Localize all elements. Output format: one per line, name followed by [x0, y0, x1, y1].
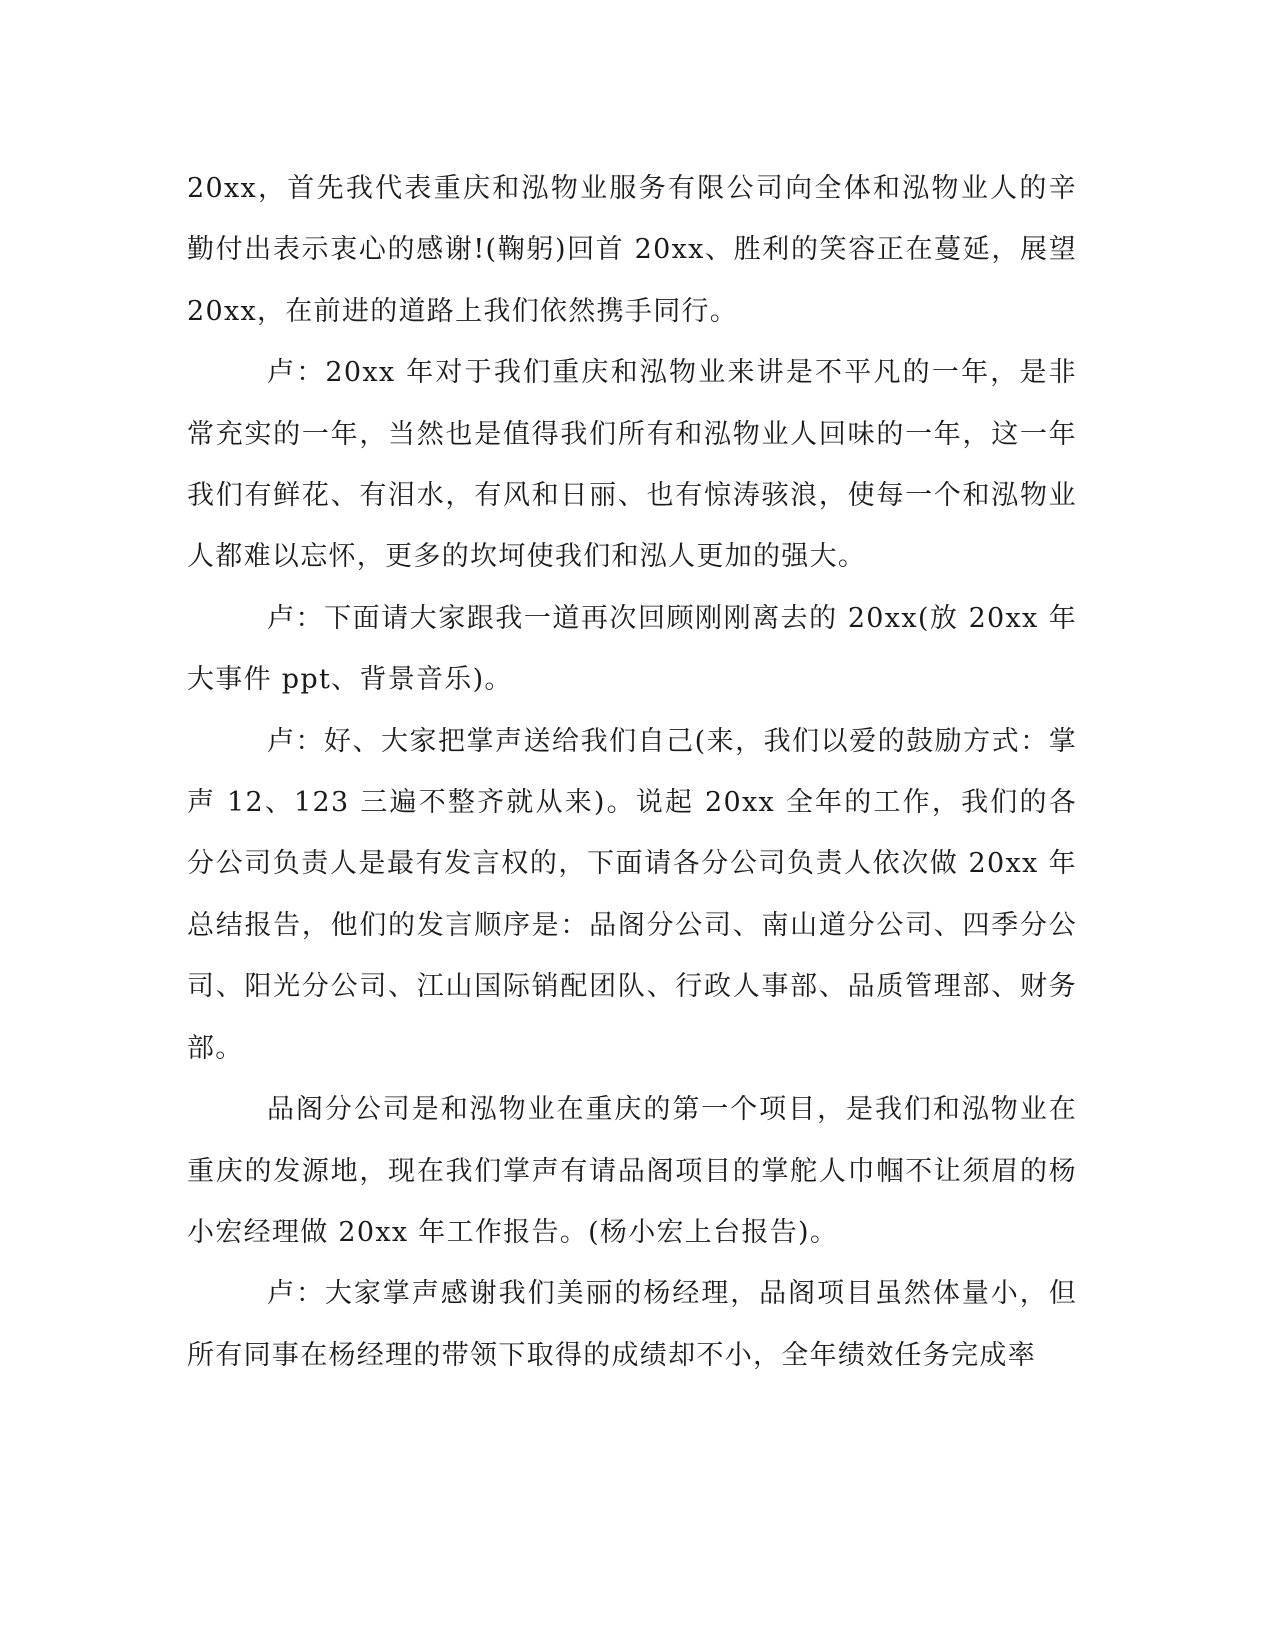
paragraph-4: 卢：好、大家把掌声送给我们自己(来，我们以爱的鼓励方式：掌声 12、123 三遍不整齐就从来)。说起 20xx 全年的工作，我们的各分公司负责人是最有发言权的，下面请各分公司负责人依次做 20xx 年总结报告，他们的发言顺序是：品阁分公司、南山道分公司、四季分公司、阳光分公司、江山国际销配团队、行政人事部、品质管理部、财务部。 [187, 725, 1077, 1064]
paragraph-5: 品阁分公司是和泓物业在重庆的第一个项目，是我们和泓物业在重庆的发源地，现在我们掌声有请品阁项目的掌舵人巾帼不让须眉的杨小宏经理做 20xx 年工作报告。(杨小宏上台报告)。 [187, 1094, 1077, 1248]
paragraph-1: 20xx，首先我代表重庆和泓物业服务有限公司向全体和泓物业人的辛勤付出表示衷心的感谢!(鞠躬)回首 20xx、胜利的笑容正在蔓延，展望 20xx，在前进的道路上我们依然携手同行。 [187, 173, 1077, 327]
paragraph-2: 卢：20xx 年对于我们重庆和泓物业来讲是不平凡的一年，是非常充实的一年，当然也是值得我们所有和泓物业人回味的一年，这一年我们有鲜花、有泪水，有风和日丽、也有惊涛骇浪，使每一个和泓物业人都难以忘怀，更多的坎坷使我们和泓人更加的强大。 [187, 357, 1077, 573]
paragraph-6: 卢：大家掌声感谢我们美丽的杨经理，品阁项目虽然体量小，但所有同事在杨经理的带领下取得的成绩却不小，全年绩效任务完成率 [187, 1278, 1077, 1371]
paragraph-3: 卢：下面请大家跟我一道再次回顾刚刚离去的 20xx(放 20xx 年大事件 ppt、背景音乐)。 [187, 602, 1077, 696]
document-body [187, 158, 1077, 1386]
